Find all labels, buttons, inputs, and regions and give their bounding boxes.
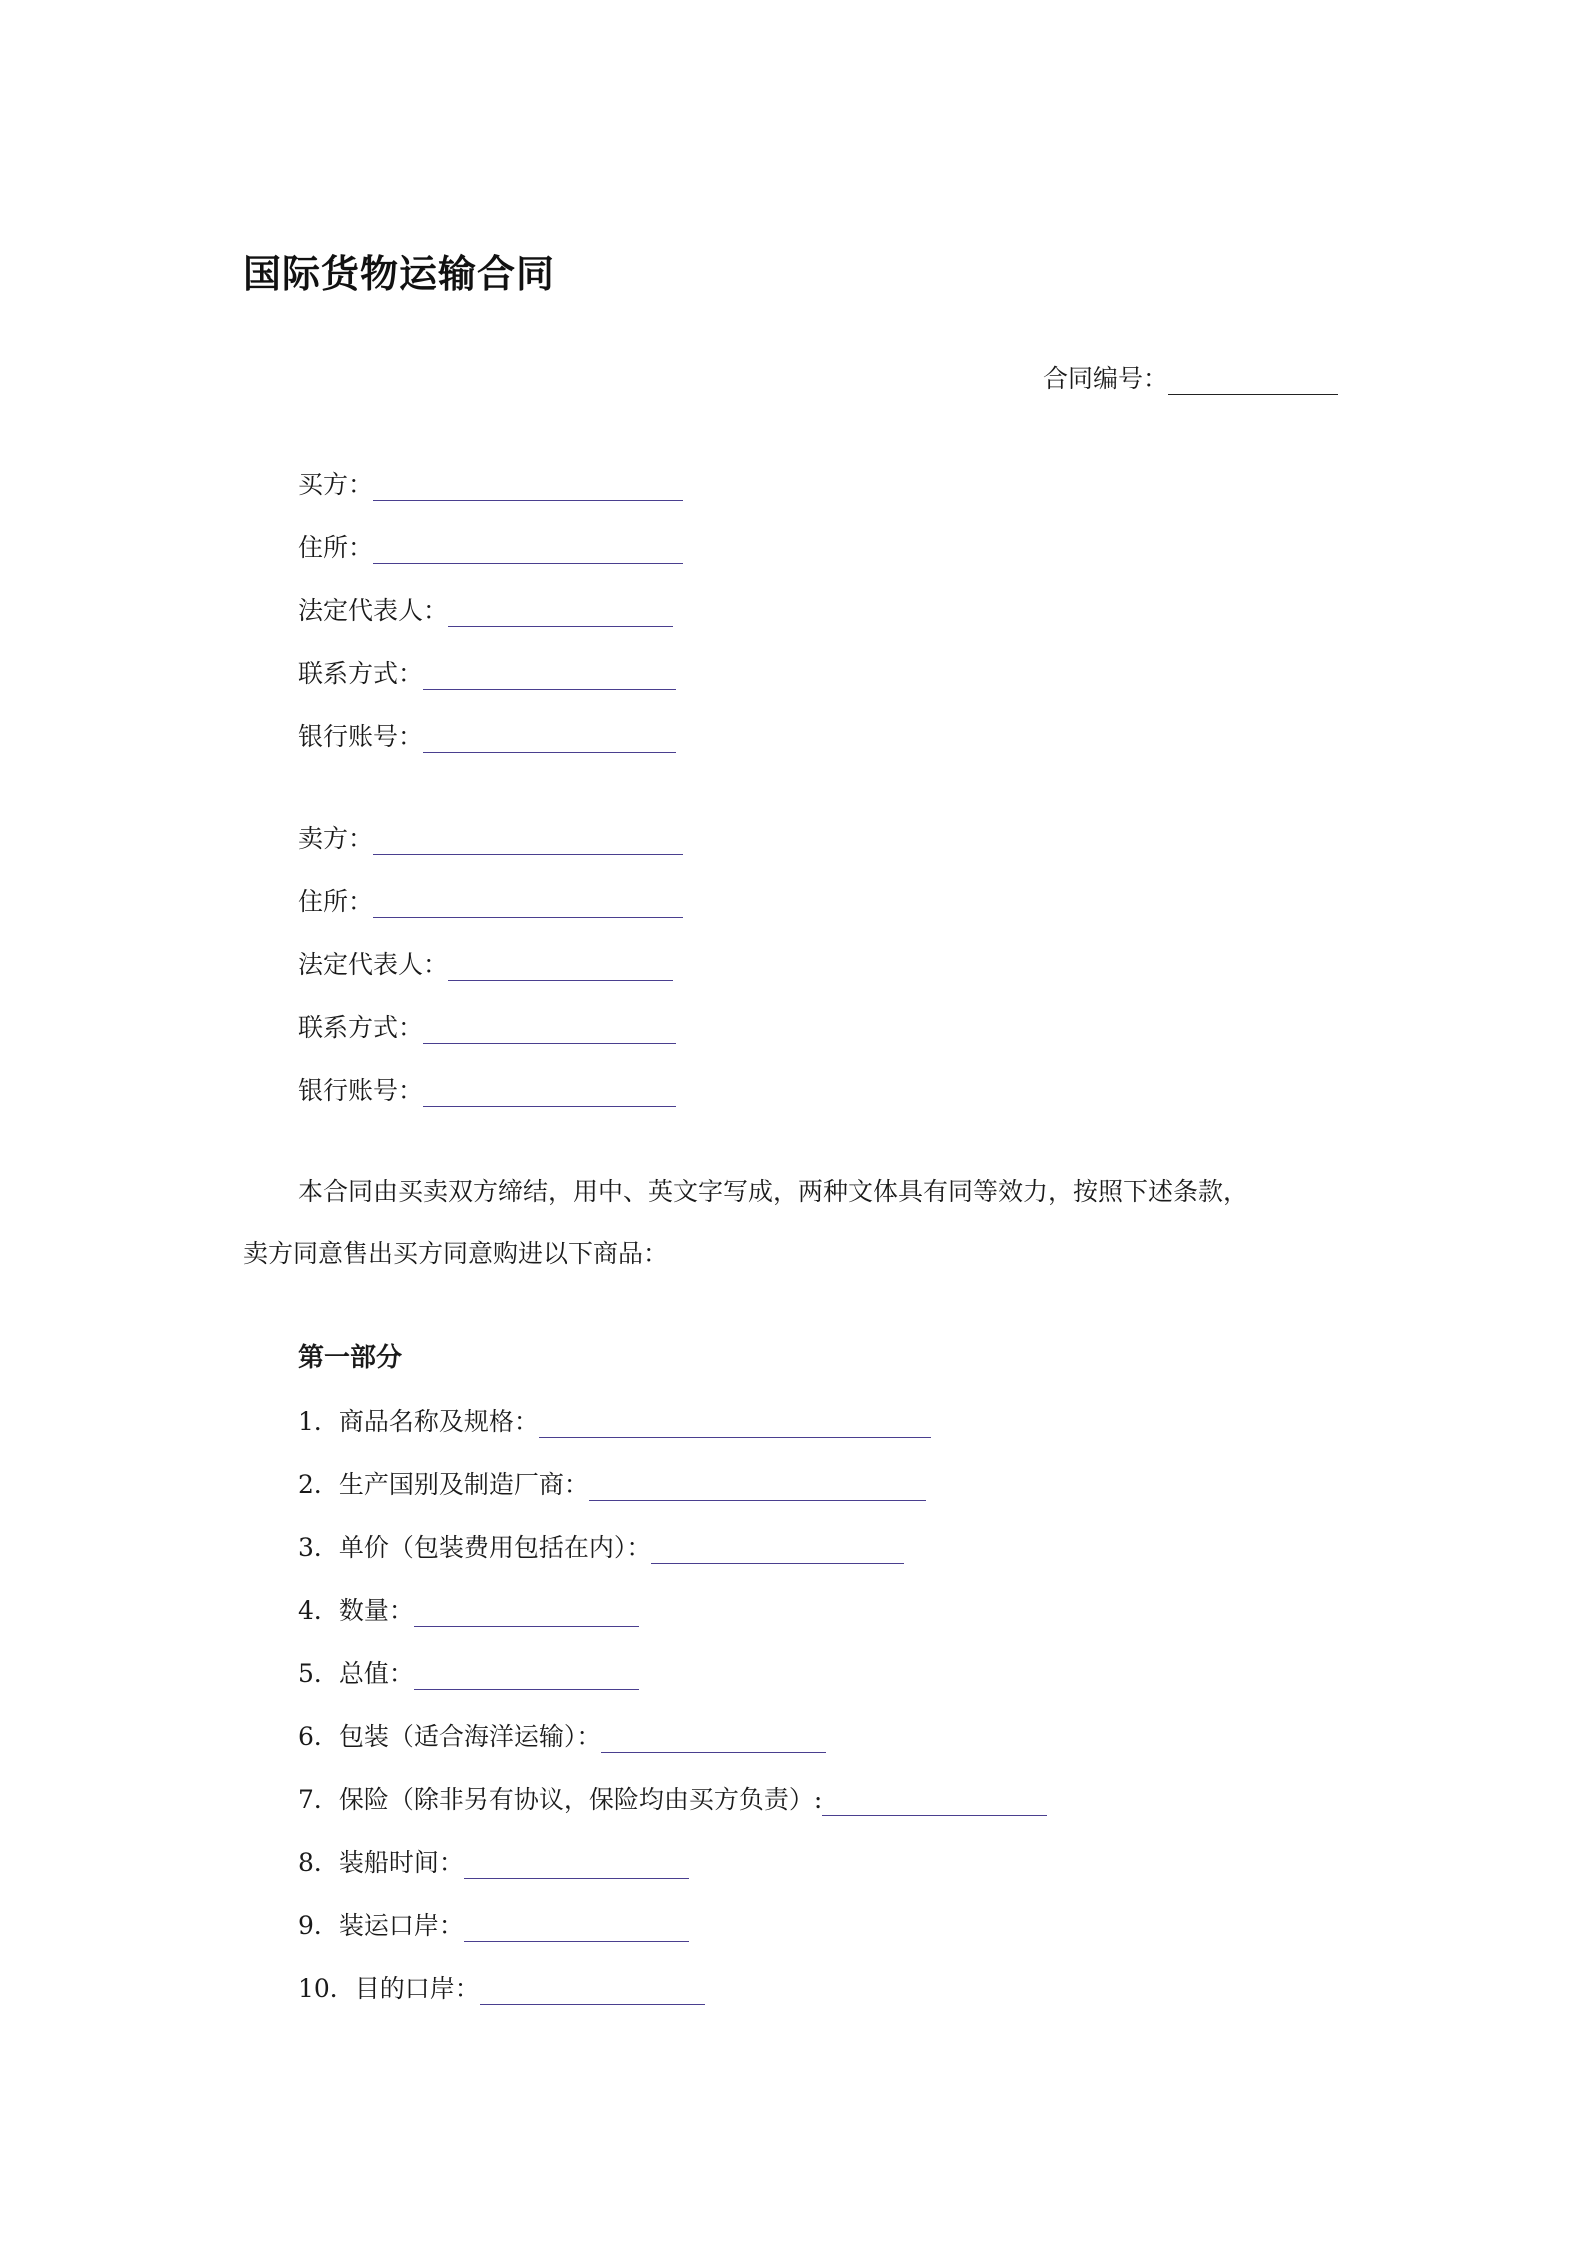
- item-origin-manufacturer: [298, 1465, 926, 1501]
- seller-address-field: [298, 882, 683, 918]
- seller-bank-field: [298, 1071, 676, 1107]
- item-label: 10．目的口岸：: [298, 1974, 480, 2003]
- item-blank[interactable]: [589, 1478, 926, 1501]
- item-label: 5．总值：: [298, 1659, 414, 1688]
- seller-bank-blank[interactable]: [423, 1084, 676, 1107]
- item-blank[interactable]: [414, 1667, 639, 1690]
- item-blank[interactable]: [651, 1541, 904, 1564]
- buyer-contact-label: 联系方式：: [298, 659, 424, 688]
- item-insurance: [298, 1780, 1047, 1816]
- buyer-contact-blank[interactable]: [423, 667, 676, 690]
- item-goods-spec: [298, 1402, 931, 1438]
- contract-number-label: 合同编号：: [1043, 364, 1169, 393]
- item-unit-price: [298, 1528, 904, 1564]
- item-port-of-loading: [298, 1906, 689, 1942]
- item-label: 1．商品名称及规格：: [298, 1407, 539, 1436]
- intro-paragraph-line2: 卖方同意售出买方同意购进以下商品：: [243, 1239, 669, 1268]
- item-packing: [298, 1717, 826, 1753]
- buyer-name-blank[interactable]: [373, 478, 683, 501]
- buyer-address-label: 住所：: [298, 533, 374, 562]
- intro-paragraph-line1: 本合同由买卖双方缔结，用中、英文字写成，两种文体具有同等效力，按照下述条款，: [298, 1177, 1249, 1206]
- seller-contact-label: 联系方式：: [298, 1013, 424, 1042]
- seller-name-label: 卖方：: [298, 824, 374, 853]
- seller-rep-label: 法定代表人：: [298, 950, 449, 979]
- item-blank[interactable]: [464, 1856, 689, 1879]
- buyer-name-label: 买方：: [298, 470, 374, 499]
- seller-contact-field: [298, 1008, 676, 1044]
- item-total-value: [298, 1654, 639, 1690]
- seller-rep-field: [298, 945, 673, 981]
- buyer-bank-blank[interactable]: [423, 730, 676, 753]
- contract-number-field: [1043, 359, 1338, 395]
- document-title: 国际货物运输合同: [243, 252, 556, 296]
- buyer-rep-field: [298, 591, 673, 627]
- item-blank[interactable]: [539, 1415, 931, 1438]
- item-blank[interactable]: [414, 1604, 639, 1627]
- item-label: 7．保险（除非另有协议，保险均由买方负责）:: [298, 1785, 823, 1814]
- seller-address-blank[interactable]: [373, 895, 683, 918]
- buyer-address-blank[interactable]: [373, 541, 683, 564]
- seller-address-label: 住所：: [298, 887, 374, 916]
- seller-name-field: [298, 819, 683, 855]
- item-blank[interactable]: [480, 1982, 705, 2005]
- item-label: 6．包装（适合海洋运输）：: [298, 1722, 602, 1751]
- item-label: 9．装运口岸：: [298, 1911, 464, 1940]
- buyer-address-field: [298, 528, 683, 564]
- seller-rep-blank[interactable]: [448, 958, 673, 981]
- seller-contact-blank[interactable]: [423, 1021, 676, 1044]
- buyer-rep-label: 法定代表人：: [298, 596, 449, 625]
- seller-bank-label: 银行账号：: [298, 1076, 424, 1105]
- item-label: 8．装船时间：: [298, 1848, 464, 1877]
- buyer-contact-field: [298, 654, 676, 690]
- item-blank[interactable]: [601, 1730, 826, 1753]
- item-shipment-time: [298, 1843, 689, 1879]
- contract-number-blank[interactable]: [1168, 372, 1338, 395]
- item-blank[interactable]: [822, 1793, 1047, 1816]
- item-label: 2．生产国别及制造厂商：: [298, 1470, 589, 1499]
- buyer-bank-field: [298, 717, 676, 753]
- item-blank[interactable]: [464, 1919, 689, 1942]
- item-label: 4．数量：: [298, 1596, 414, 1625]
- item-label: 3．单价（包装费用包括在内）：: [298, 1533, 652, 1562]
- item-quantity: [298, 1591, 639, 1627]
- buyer-name-field: [298, 465, 683, 501]
- buyer-rep-blank[interactable]: [448, 604, 673, 627]
- buyer-bank-label: 银行账号：: [298, 722, 424, 751]
- seller-name-blank[interactable]: [373, 832, 683, 855]
- item-port-of-destination: [298, 1969, 705, 2005]
- part-one-heading: 第一部分: [298, 1343, 403, 1373]
